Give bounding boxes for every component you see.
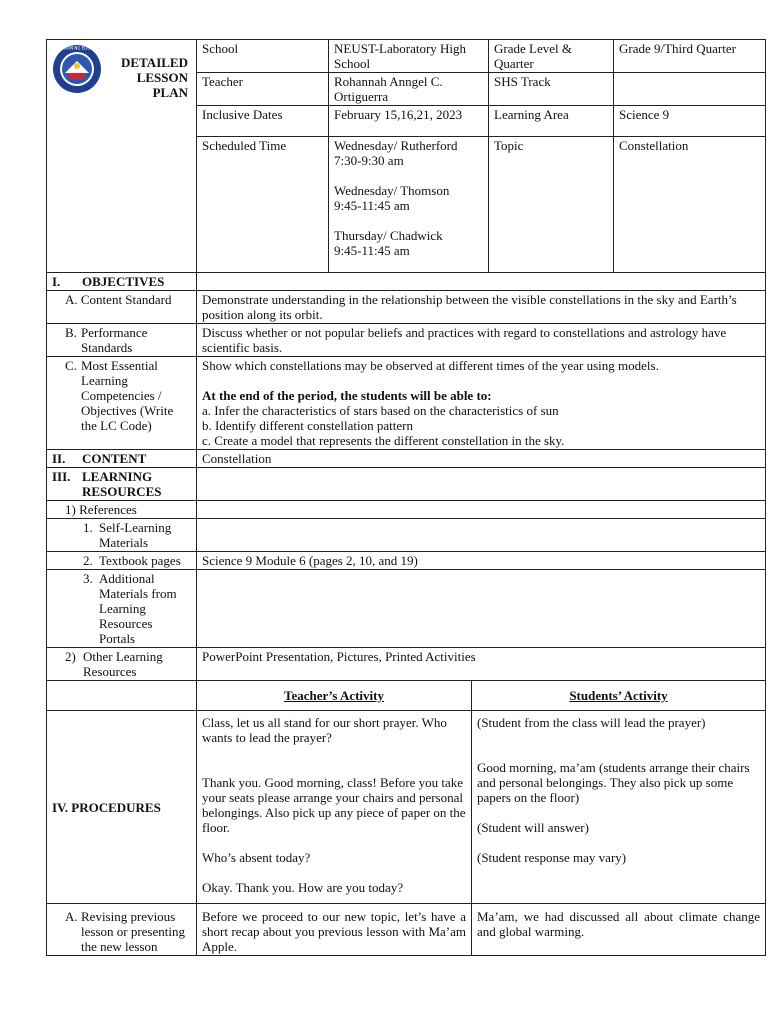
- teacher-label: Teacher: [197, 73, 329, 106]
- topic-label: Topic: [489, 137, 614, 273]
- scheduled-time-value: Wednesday/ Rutherford 7:30-9:30 am Wednesday/ Thomson 9:45-11:45 am Thursday/ Chadwick 9:45-11:45 am: [329, 137, 489, 273]
- content-row: II. CONTENT Constellation: [47, 450, 766, 468]
- performance-standard-row: B. Performance Standards Discuss whether or not popular beliefs and practices with regard to constellations and astrology have scientific basis.: [47, 324, 766, 357]
- deped-seal-icon: [47, 44, 107, 94]
- revising-label: Revising previous lesson or presenting the new lesson: [81, 909, 185, 954]
- scheduled-time-label: Scheduled Time: [197, 137, 329, 273]
- self-learning-label: Self-Learning Materials: [99, 520, 172, 550]
- objective-item: c. Create a model that represents the different constellation in the sky.: [202, 433, 565, 448]
- activity-header-row: [47, 681, 766, 711]
- school-label: School: [197, 40, 329, 73]
- objective-item: b. Identify different constellation pattern: [202, 418, 413, 433]
- teacher-value: Rohannah Anngel C. Ortiguerra: [329, 73, 489, 106]
- school-value: NEUST-Laboratory High School: [329, 40, 489, 73]
- track-value: [614, 73, 766, 106]
- other-resources-row: 2) Other Learning Resources PowerPoint Presentation, Pictures, Printed Activities: [47, 648, 766, 681]
- melc-label: Most Essential Learning Competencies / Objectives (Write the LC Code): [81, 358, 174, 433]
- main-table: [46, 272, 766, 956]
- objectives-row: I. OBJECTIVES: [47, 273, 766, 291]
- additional-materials-label: Additional Materials from Learning Resources Portals: [99, 571, 177, 646]
- procedures-label: IV. PROCEDURES: [47, 711, 197, 904]
- melc-value: Show which constellations may be observed at different times of the year using models. At the end of the period, the students will be able to: a. Infer the characteristics of stars based on the characteristics of sun b. Identify different constellation pattern c. Create a model that represents the different constellation in the sky.: [197, 357, 766, 450]
- learning-resources-heading: LEARNING RESOURCES: [82, 469, 162, 499]
- additional-materials-row: 3. Additional Materials from Learning Resources Portals: [47, 570, 766, 648]
- seal-text: KAGAWARAN NG EDUKASYON: [47, 45, 107, 51]
- self-learning-row: 1. Self-Learning Materials: [47, 519, 766, 552]
- header-table: [46, 39, 766, 273]
- melc-row: C. Most Essential Learning Competencies / Objectives (Write the LC Code) Show which constellations may be observed at different times of the year using models. At the end of the period, the students will be able to: a. Infer the characteristics of stars based on the characteristics of sun b. Identify different constellation pattern c. Create a model that represents the different constellation in the sky.: [47, 357, 766, 450]
- lesson-plan-page: [46, 39, 765, 956]
- procedures-row: [47, 711, 766, 904]
- dates-label: Inclusive Dates: [197, 106, 329, 137]
- performance-standard-value: Discuss whether or not popular beliefs and practices with regard to constellations and astrology have scientific basis.: [197, 324, 766, 357]
- grade-label: Grade Level & Quarter: [489, 40, 614, 73]
- performance-standard-label: Performance Standards: [81, 325, 148, 355]
- track-label: SHS Track: [489, 73, 614, 106]
- students-activity-header: Students’ Activity: [472, 681, 766, 711]
- logo-cell: [47, 40, 197, 273]
- content-standard-label: A. Content Standard: [47, 291, 197, 324]
- learning-resources-row: III. LEARNING RESOURCES: [47, 468, 766, 501]
- end-of-period-heading: At the end of the period, the students will be able to:: [202, 388, 492, 403]
- other-resources-label: Other Learning Resources: [83, 649, 163, 679]
- content-value: Constellation: [197, 450, 766, 468]
- topic-value: Constellation: [614, 137, 766, 273]
- additional-materials-value: [197, 570, 766, 648]
- learning-area-label: Learning Area: [489, 106, 614, 137]
- revising-teacher: Before we proceed to our new topic, let’s have a short recap about you previous lesson with Ma’am Apple.: [197, 904, 472, 956]
- teacher-activity-header: Teacher’s Activity: [197, 681, 472, 711]
- content-heading: CONTENT: [82, 451, 147, 466]
- textbook-label: Textbook pages: [99, 553, 181, 568]
- content-standard-value: Demonstrate understanding in the relationship between the visible constellations in the sky and Earth’s position along its orbit.: [197, 291, 766, 324]
- teacher-activity-cell: Class, let us all stand for our short prayer. Who wants to lead the prayer? Thank you. Good morning, class! Before you take your seats please arrange your chairs and personal belongings. Also pick up any piece of paper on the floor. Who’s absent today? Okay. Thank you. How are you today?: [197, 711, 472, 904]
- references-label: 1) References: [47, 501, 197, 519]
- students-activity-cell: (Student from the class will lead the prayer) Good morning, ma’am (students arrange their chairs and personal belongings. They also pick up some papers on the floor) (Student will answer) (Student response may vary): [472, 711, 766, 904]
- other-resources-value: PowerPoint Presentation, Pictures, Printed Activities: [197, 648, 766, 681]
- self-learning-value: [197, 519, 766, 552]
- objective-item: a. Infer the characteristics of stars based on the characteristics of sun: [202, 403, 559, 418]
- objectives-heading: OBJECTIVES: [82, 274, 165, 289]
- revising-students: Ma’am, we had discussed all about climate change and global warming.: [472, 904, 766, 956]
- learning-area-value: Science 9: [614, 106, 766, 137]
- textbook-value: Science 9 Module 6 (pages 2, 10, and 19): [197, 552, 766, 570]
- references-row: [47, 501, 766, 519]
- dates-value: February 15,16,21, 2023: [329, 106, 489, 137]
- grade-value: Grade 9/Third Quarter: [614, 40, 766, 73]
- textbook-row: 2. Textbook pages Science 9 Module 6 (pages 2, 10, and 19): [47, 552, 766, 570]
- revising-row: A. Revising previous lesson or presenting the new lesson Before we proceed to our new topic, let’s have a short recap about you previous lesson with Ma’am Apple. Ma’am, we had discussed all about climate change and global warming.: [47, 904, 766, 956]
- document-title: DETAILED LESSON PLAN: [121, 55, 188, 100]
- content-standard-row: [47, 291, 766, 324]
